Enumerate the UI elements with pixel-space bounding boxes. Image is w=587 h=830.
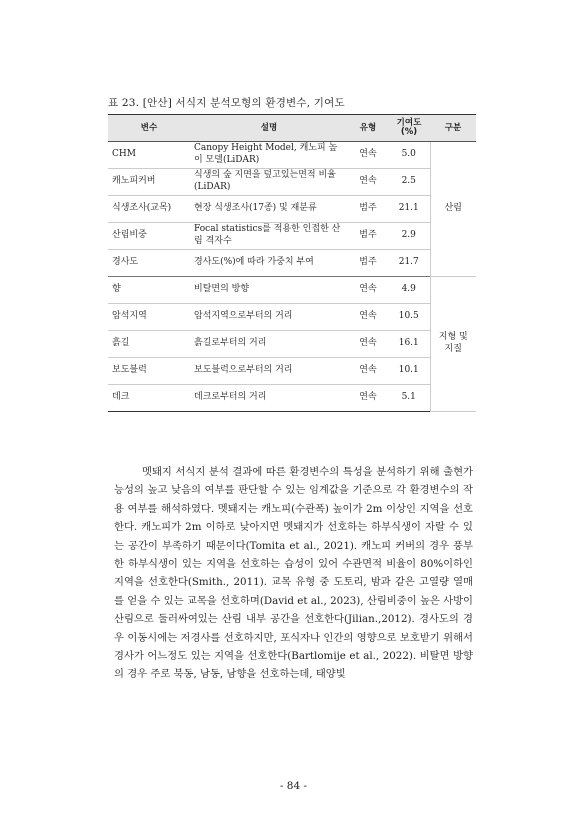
cell-category-forest: 산림: [430, 142, 476, 277]
cell-description: Focal statistics를 적용한 인접한 산림 격자수: [190, 223, 348, 250]
cell-contribution: 5.1: [388, 385, 430, 412]
table-row: [108, 142, 476, 169]
table-row: [108, 331, 476, 358]
cell-type: 연속: [348, 277, 388, 304]
cell-description: 경사도(%)에 따라 가중치 부여: [190, 250, 348, 277]
cell-type: 연속: [348, 304, 388, 331]
cell-contribution: 2.9: [388, 223, 430, 250]
environment-variable-table: [108, 114, 476, 412]
cell-description: 보도블럭으로부터의 거리: [190, 358, 348, 385]
table-row: [108, 304, 476, 331]
cell-variable: 흙길: [108, 331, 190, 358]
header-category: 구분: [430, 115, 476, 142]
header-contribution: 기여도 (%): [388, 115, 430, 142]
header-type: 유형: [348, 115, 388, 142]
header-variable: 변수: [108, 115, 190, 142]
cell-description: Canopy Height Model, 캐노피 높이 모델(LiDAR): [190, 142, 348, 169]
table-row: [108, 196, 476, 223]
body-paragraph: 멧돼지 서식지 분석 결과에 따른 환경변수의 특성을 분석하기 위해 출현가능성의 높고 낮음의 여부를 판단할 수 있는 임계값을 기준으로 각 환경변수의 작용 여부를 해석하였다. 멧돼지는 캐노피(수관폭) 높이가 2m 이상인 지역을 선호한다. 캐노피가 2m 이하로 낮아지면 멧돼지가 선호하는 하부식생이 자랄 수 있는 공간이 부족하기 때문이다(Tomita et al., 2021). 캐노피 커버의 경우 풍부한 하부식생이 있는 지역을 선호하는 습성이 있어 수관면적 비율이 80%이하인 지역을 선호한다(Smith., 2011). 교목 유형 중 도토리, 밤과 같은 고열량 열매를 얻을 수 있는 교목을 선호하며(David et al., 2023), 산림비중이 높은 사방이 산림으로 둘러싸여있는 산림 내부 공간을 선호한다(Jilian.,2012). 경사도의 경우 이동시에는 저경사를 선호하지만, 포식자나 인간의 영향으로 보호받기 위해서 경사가 어느정도 있는 지역을 선호한다(Bartlomije et al., 2022). 비탈면 방향의 경우 주로 북동, 남동, 남향을 선호하는데, 태양빛: [114, 466, 473, 681]
table-row: [108, 223, 476, 250]
cell-description: 식생의 숲 지면을 덮고있는면적 비율(LiDAR): [190, 169, 348, 196]
cell-variable: 산림비중: [108, 223, 190, 250]
cell-description: 현장 식생조사(17종) 및 재분류: [190, 196, 348, 223]
cell-contribution: 21.1: [388, 196, 430, 223]
cell-contribution: 21.7: [388, 250, 430, 277]
cell-contribution: 2.5: [388, 169, 430, 196]
cell-contribution: 5.0: [388, 142, 430, 169]
cell-variable: 경사도: [108, 250, 190, 277]
cell-description: 비탈면의 방향: [190, 277, 348, 304]
cell-variable: 캐노피커버: [108, 169, 190, 196]
cell-type: 연속: [348, 358, 388, 385]
cell-description: 데크로부터의 거리: [190, 385, 348, 412]
table-row: [108, 385, 476, 412]
cell-type: 범주: [348, 223, 388, 250]
table-row: [108, 277, 476, 304]
cell-contribution: 10.1: [388, 358, 430, 385]
table-row: [108, 169, 476, 196]
table-header-row: [108, 115, 476, 142]
cell-type: 연속: [348, 331, 388, 358]
header-description: 설명: [190, 115, 348, 142]
cell-category-terrain: 지형 및 지질: [430, 277, 476, 412]
cell-contribution: 4.9: [388, 277, 430, 304]
cell-variable: CHM: [108, 142, 190, 169]
table-row: [108, 358, 476, 385]
cell-type: 연속: [348, 169, 388, 196]
cell-contribution: 10.5: [388, 304, 430, 331]
cell-type: 범주: [348, 250, 388, 277]
cell-description: 암석지역으로부터의 거리: [190, 304, 348, 331]
table-row: [108, 250, 476, 277]
cell-variable: 식생조사(교목): [108, 196, 190, 223]
cell-type: 연속: [348, 142, 388, 169]
cell-variable: 데크: [108, 385, 190, 412]
cell-type: 연속: [348, 385, 388, 412]
cell-description: 흙길로부터의 거리: [190, 331, 348, 358]
cell-type: 범주: [348, 196, 388, 223]
table-caption: 표 23. [안산] 서식지 분석모형의 환경변수, 기여도: [108, 97, 345, 109]
page-number: - 84 -: [279, 780, 308, 792]
cell-variable: 암석지역: [108, 304, 190, 331]
cell-variable: 향: [108, 277, 190, 304]
cell-variable: 보도블럭: [108, 358, 190, 385]
cell-contribution: 16.1: [388, 331, 430, 358]
